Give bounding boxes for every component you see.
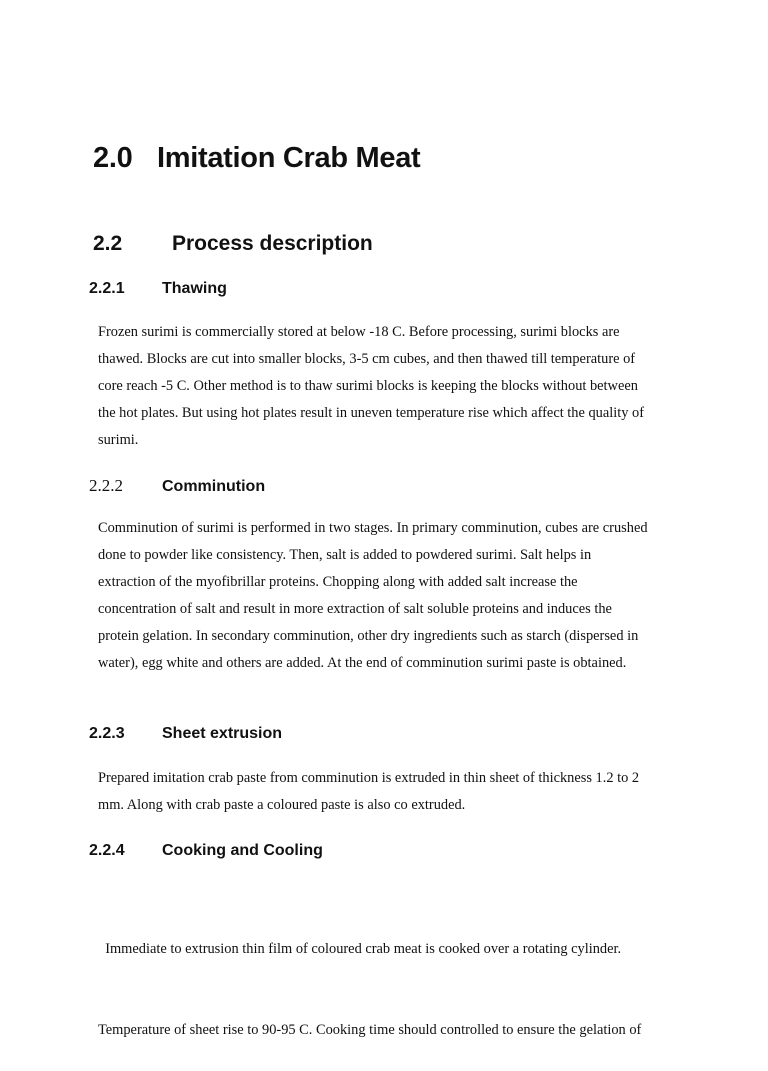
paragraph-line: extraction of the myofibrillar proteins. Chopping along with added salt increase the [98,574,578,590]
section-heading [93,232,373,256]
paragraph-line: thawed. Blocks are cut into smaller blocks, 3-5 cm cubes, and then thawed till temperature of [98,351,636,367]
paragraph-line: Comminution of surimi is performed in two stages. In primary comminution, cubes are crushed [98,520,648,536]
paragraph-line: concentration of salt and result in more extraction of salt soluble proteins and induces the [98,601,612,617]
subsection-title: Comminution [162,478,266,495]
paragraph-line: core reach -5 C. Other method is to thaw surimi blocks is keeping the blocks without between [98,378,638,394]
paragraph-thawing [98,319,688,454]
subsection-number: 2.2.1 [89,280,125,297]
subsection-heading-cooking-cooling [89,842,323,860]
paragraph-line: mm. Along with crab paste a coloured paste is also co extruded. [98,797,466,813]
paragraph-sheet-extrusion [98,765,688,819]
paragraph-cooking-cooling [98,882,688,1071]
section-heading-title: Process description [172,232,373,255]
paragraph-line: Prepared imitation crab paste from comminution is extruded in thin sheet of thickness 1.2 to 2 [98,770,640,786]
paragraph-line: the hot plates. But using hot plates result in uneven temperature rise which affect the quality of [98,405,645,421]
main-heading [93,142,420,175]
subsection-number: 2.2.2 [89,476,123,495]
subsection-number: 2.2.4 [89,842,125,859]
main-heading-number: 2.0 [93,142,133,174]
paragraph-comminution [98,515,688,677]
subsection-heading-sheet-extrusion [89,725,282,743]
section-heading-number: 2.2 [93,232,123,255]
paragraph-line: Temperature of sheet rise to 90-95 C. Cooking time should controlled to ensure the gelation of [98,1022,642,1038]
paragraph-line: Immediate to extrusion thin film of coloured crab meat is cooked over a rotating cylinder. [98,941,622,957]
main-heading-title: Imitation Crab Meat [157,142,421,174]
paragraph-line: Frozen surimi is commercially stored at below -18 C. Before processing, surimi blocks are [98,324,620,340]
subsection-title: Sheet extrusion [162,725,283,742]
paragraph-line: water), egg white and others are added. At the end of comminution surimi paste is obtained. [98,655,627,671]
subsection-title: Thawing [162,280,227,297]
paragraph-line: protein gelation. In secondary comminution, other dry ingredients such as starch (dispersed in [98,628,639,644]
subsection-heading-thawing [89,280,227,298]
subsection-heading-comminution [89,476,265,496]
paragraph-line: surimi. [98,432,139,448]
subsection-number: 2.2.3 [89,725,125,742]
paragraph-line: done to powder like consistency. Then, salt is added to powdered surimi. Salt helps in [98,547,592,563]
subsection-title: Cooking and Cooling [162,842,323,859]
